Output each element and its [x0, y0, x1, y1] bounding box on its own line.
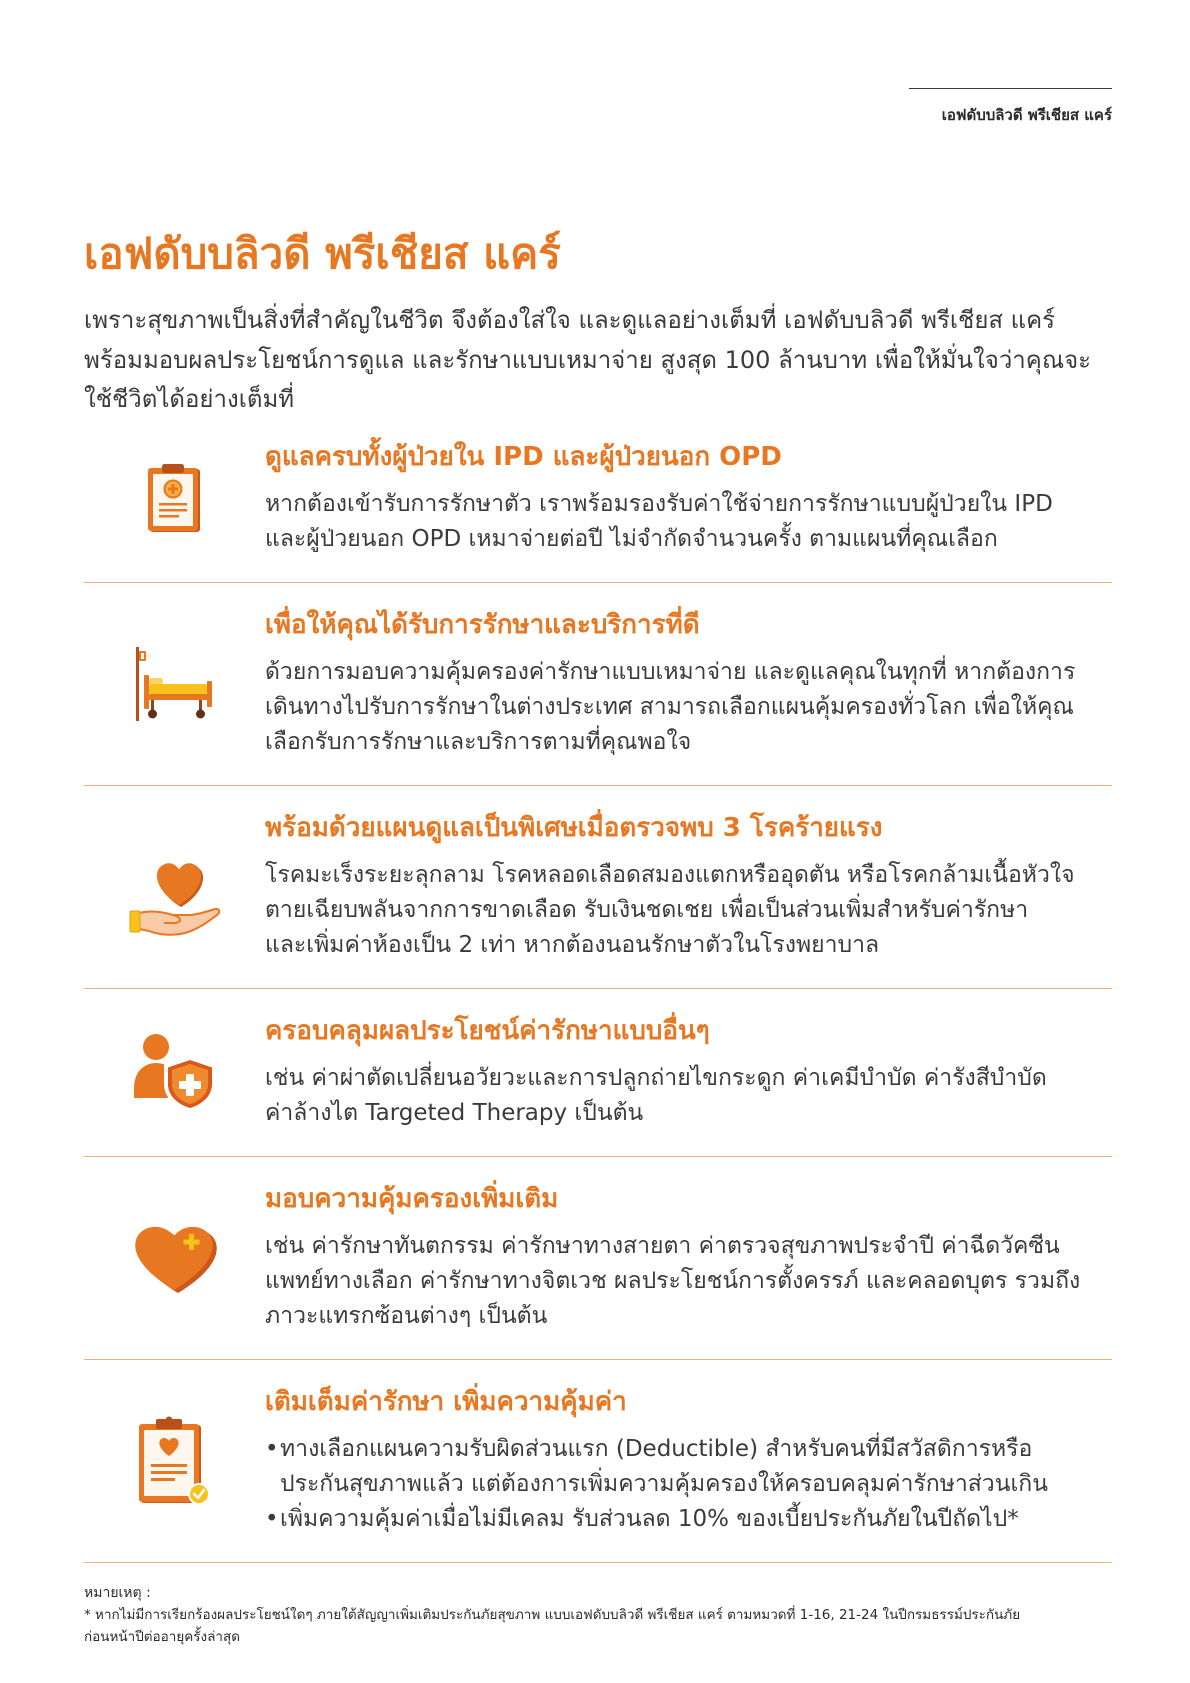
section-heading: ครอบคลุมผลประโยชน์ค่ารักษาแบบอื่นๆ [265, 1016, 710, 1046]
bullet-line: ประกันสุขภาพแล้ว แต่ต้องการเพิ่มความคุ้มครองให้ครอบคลุมค่ารักษาส่วนเกิน [280, 1471, 1048, 1497]
clipboard-medical-icon [128, 462, 222, 534]
hospital-bed-icon [128, 647, 222, 721]
body-line: และผู้ป่วยนอก OPD เหมาจ่ายต่อปี ไม่จำกัดจำนวนครั้ง ตามแผนที่คุณเลือก [265, 526, 998, 552]
benefit-section-other-treatments [84, 989, 1112, 1157]
benefit-sections [84, 439, 1112, 1563]
intro-paragraph [84, 301, 1112, 420]
benefit-section-content [84, 1384, 1112, 1537]
body-line: แพทย์ทางเลือก ค่ารักษาทางจิตเวช ผลประโยชน์การตั้งครรภ์ และคลอดบุตร รวมถึง [265, 1268, 1081, 1294]
clipboard-heart-check-icon [128, 1416, 222, 1506]
heart-plus-icon [128, 1222, 222, 1294]
benefit-section-content [84, 1181, 1112, 1334]
body-line: โรคมะเร็งระยะลุกลาม โรคหลอดเลือดสมองแตกหรืออุดตัน หรือโรคกล้ามเนื้อหัวใจ [265, 862, 1075, 888]
benefit-section-service [84, 583, 1112, 786]
section-body [265, 858, 1112, 963]
section-body [265, 655, 1112, 760]
body-line: ตายเฉียบพลันจากการขาดเลือด รับเงินชดเชย เพื่อเป็นส่วนเพิ่มสำหรับค่ารักษา [265, 897, 1029, 923]
body-line: ค่าล้างไต Targeted Therapy เป็นต้น [265, 1100, 644, 1126]
intro-line: ใช้ชีวิตได้อย่างเต็มที่ [84, 385, 295, 413]
body-line: ภาวะแทรกซ้อนต่างๆ เป็นต้น [265, 1303, 548, 1329]
body-line: หากต้องเข้ารับการรักษาตัว เราพร้อมรองรับค่าใช้จ่ายการรักษาแบบผู้ป่วยใน IPD [265, 491, 1053, 517]
footnote-line: ก่อนหน้าปีต่ออายุครั้งล่าสุด [84, 1629, 240, 1645]
benefit-section-additional-coverage [84, 1157, 1112, 1360]
bullet-item [265, 1502, 1112, 1537]
intro-line: เพราะสุขภาพเป็นสิ่งที่สำคัญในชีวิต จึงต้องใส่ใจ และดูแลอย่างเต็มที่ เอฟดับบลิวดี พรีเชียส แคร์ [84, 306, 1056, 334]
section-heading: เพื่อให้คุณได้รับการรักษาและบริการที่ดี [265, 610, 700, 640]
footnote [84, 1582, 1112, 1648]
body-line: เลือกรับการรักษาและบริการตามที่คุณพอใจ [265, 729, 692, 755]
benefit-section-content [84, 1013, 1112, 1131]
benefit-section-content [84, 439, 1112, 557]
section-body [265, 1061, 1112, 1131]
header-rule [909, 88, 1112, 89]
bullet-line: • เพิ่มความคุ้มค่าเมื่อไม่มีเคลม รับส่วนลด 10% ของเบี้ยประกันภัยในปีถัดไป* [280, 1506, 1019, 1532]
section-bullets [265, 1432, 1112, 1537]
benefit-section-content [84, 607, 1112, 760]
body-line: เดินทางไปรับการรักษาในต่างประเทศ สามารถเลือกแผนคุ้มครองทั่วโลก เพื่อให้คุณ [265, 694, 1074, 720]
bullet-line: • ทางเลือกแผนความรับผิดส่วนแรก (Deductible) สำหรับคนที่มีสวัสดิการหรือ [280, 1436, 1033, 1462]
bullet-item [265, 1432, 1112, 1502]
section-body [265, 487, 1112, 557]
body-line: เช่น ค่ารักษาทันตกรรม ค่ารักษาทางสายตา ค่าตรวจสุขภาพประจำปี ค่าฉีดวัคซีน [265, 1233, 1060, 1259]
person-shield-icon [128, 1032, 222, 1112]
section-body [265, 1229, 1112, 1334]
footnote-line: * หากไม่มีการเรียกร้องผลประโยชน์ใดๆ ภายใต้สัญญาเพิ่มเติมประกันภัยสุขภาพ แบบเอฟดับบลิวดี พรีเชียส แคร์ ตามหมวดที่ 1-16, 21-24 ในปีกรมธรรม์ประกันภัย [84, 1607, 1021, 1623]
page-title: เอฟดับบลิวดี พรีเชียส แคร์ [84, 229, 561, 278]
section-heading: เติมเต็มค่ารักษา เพิ่มความคุ้มค่า [265, 1387, 627, 1417]
benefit-section-ipd-opd [84, 439, 1112, 583]
body-line: เช่น ค่าผ่าตัดเปลี่ยนอวัยวะและการปลูกถ่ายไขกระดูก ค่าเคมีบำบัด ค่ารังสีบำบัด [265, 1065, 1047, 1091]
benefit-section-critical-illness [84, 786, 1112, 989]
intro-line: พร้อมมอบผลประโยชน์การดูแล และรักษาแบบเหมาจ่าย สูงสุด 100 ล้านบาท เพื่อให้มั่นใจว่าคุณจะ [84, 345, 1092, 374]
section-heading: มอบความคุ้มครองเพิ่มเติม [265, 1184, 559, 1214]
body-line: ด้วยการมอบความคุ้มครองค่ารักษาแบบเหมาจ่าย และดูแลคุณในทุกที่ หากต้องการ [265, 659, 1076, 685]
heart-in-hand-icon [128, 859, 222, 939]
section-heading: ดูแลครบทั้งผู้ป่วยใน IPD และผู้ป่วยนอก OPD [265, 442, 782, 472]
benefit-section-value [84, 1360, 1112, 1563]
benefit-section-content [84, 810, 1112, 963]
running-title: เอฟดับบลิวดี พรีเชียส แคร์ [941, 106, 1112, 124]
body-line: และเพิ่มค่าห้องเป็น 2 เท่า หากต้องนอนรักษาตัวในโรงพยาบาล [265, 932, 880, 958]
section-heading: พร้อมด้วยแผนดูแลเป็นพิเศษเมื่อตรวจพบ 3 โรคร้ายแรง [265, 813, 883, 843]
footnote-label: หมายเหตุ : [84, 1585, 151, 1601]
